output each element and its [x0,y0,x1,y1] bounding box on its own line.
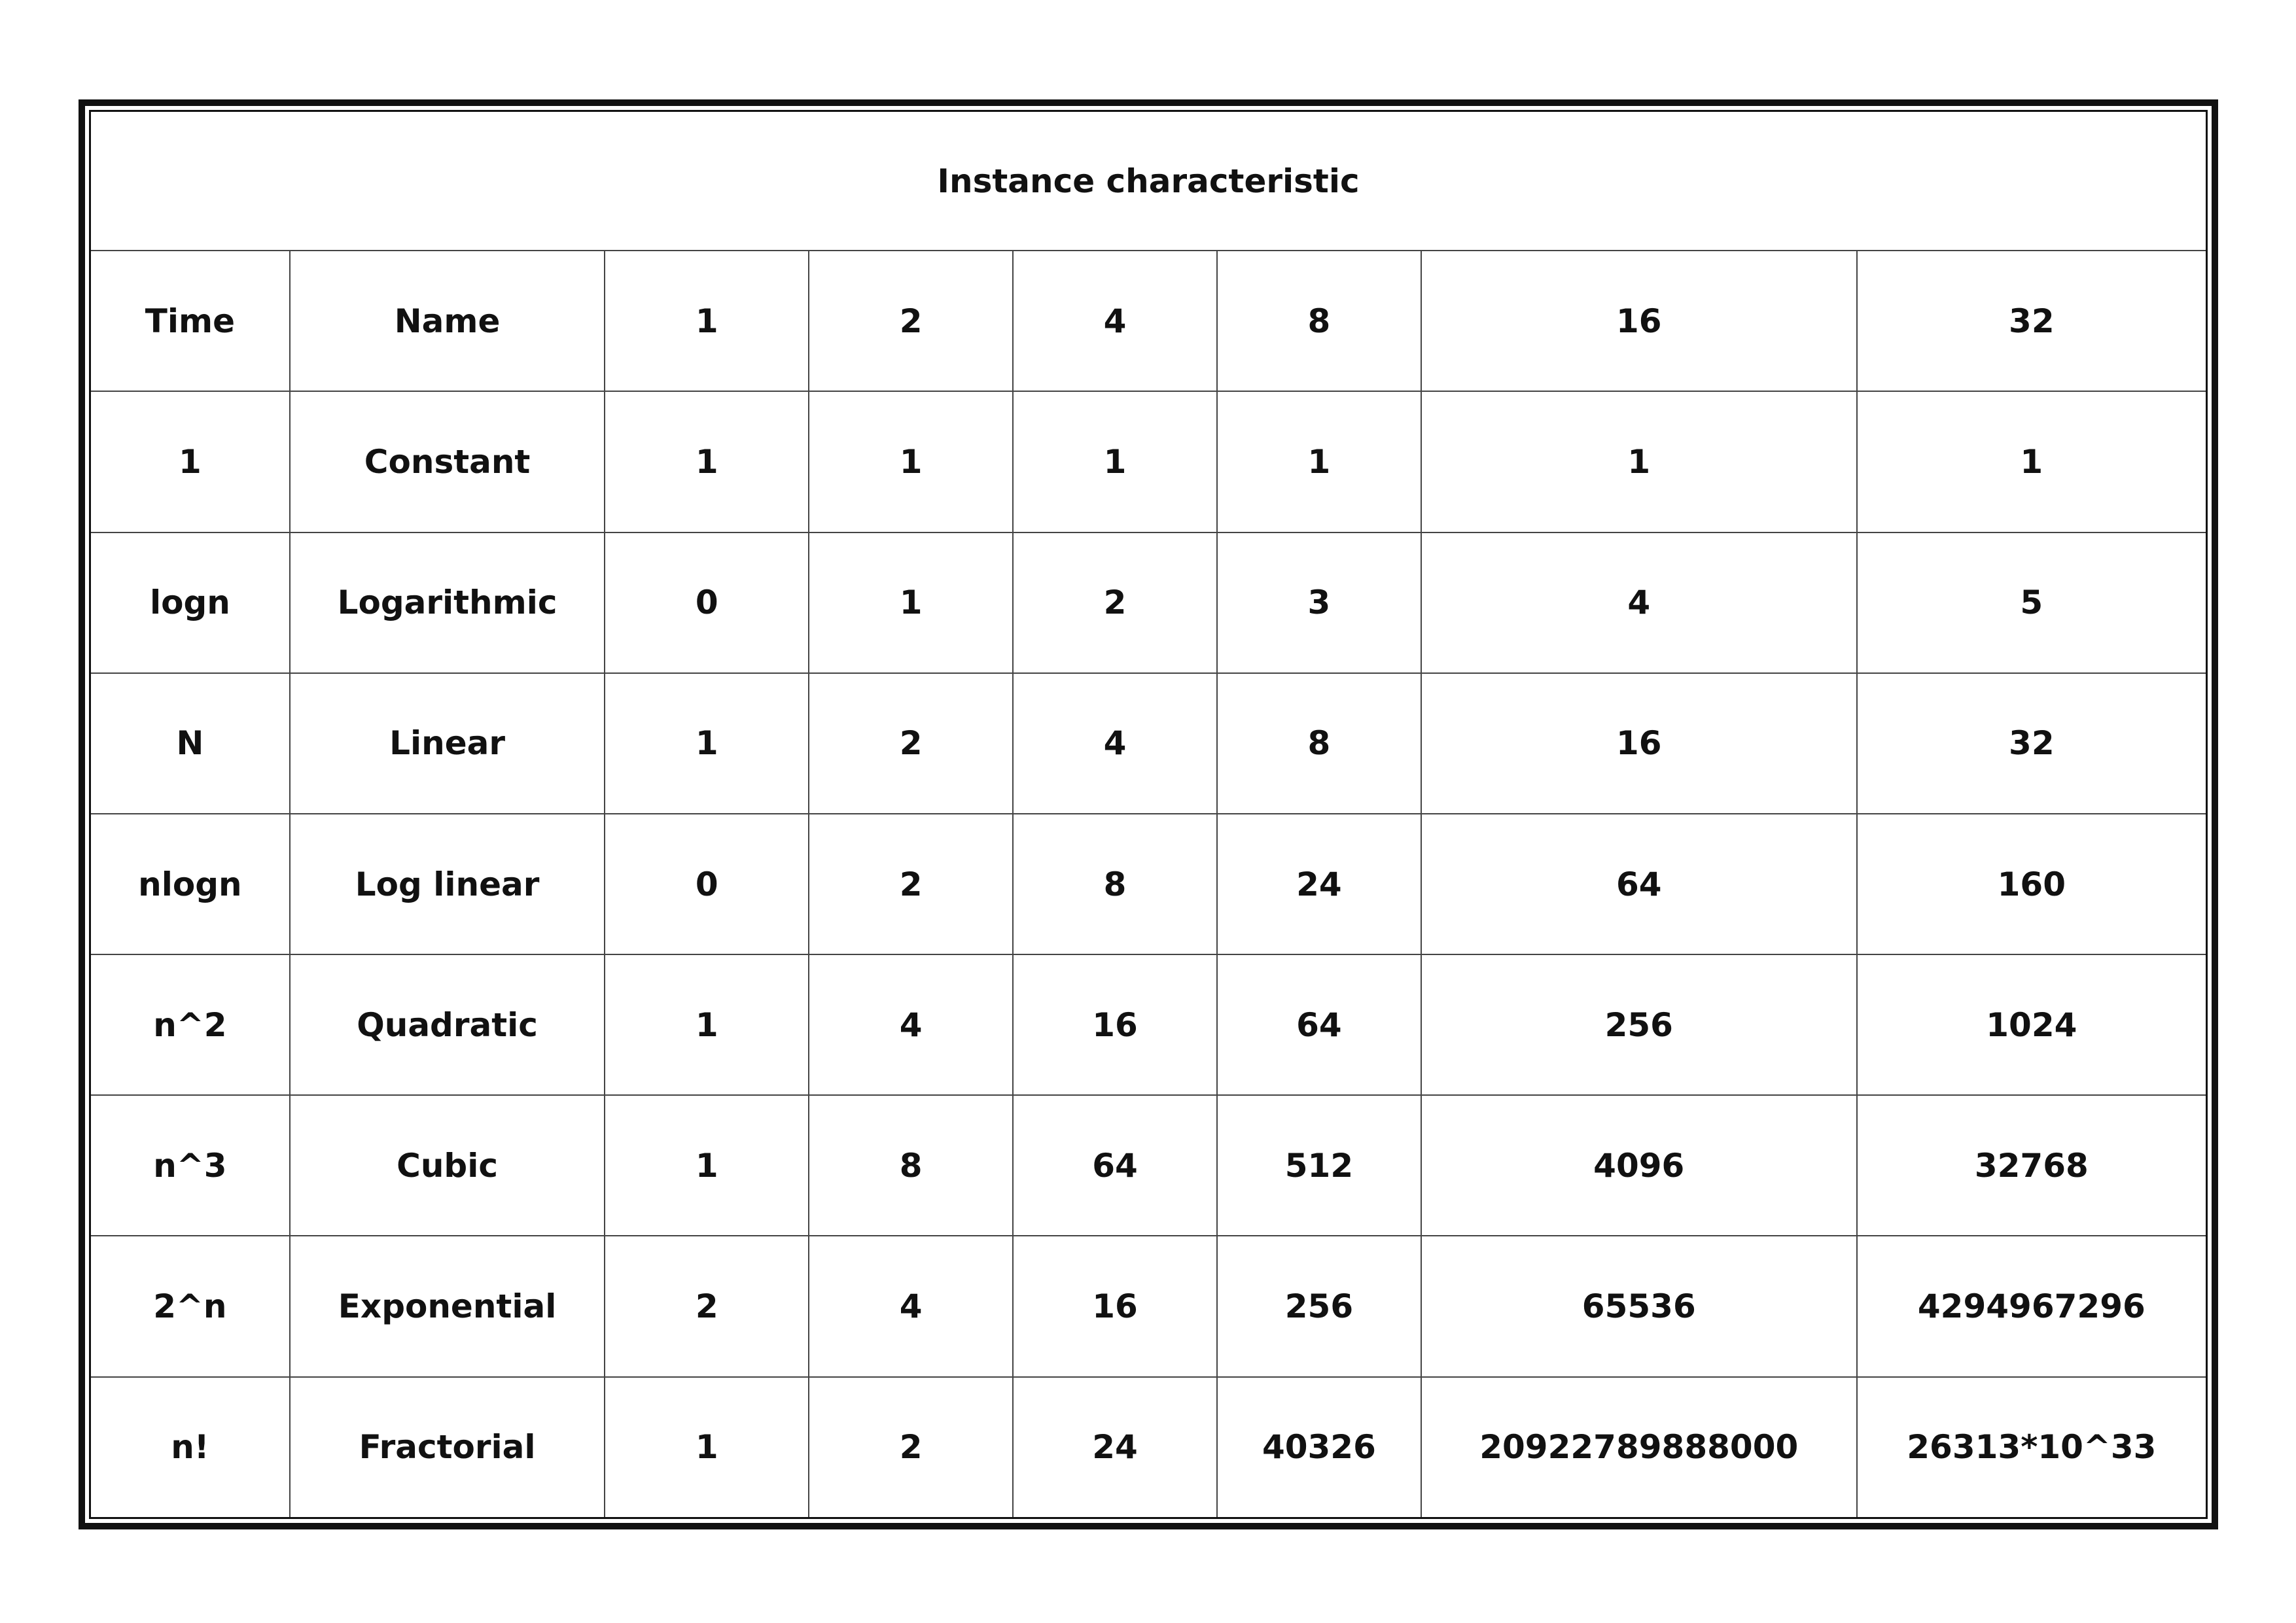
time-cell: nlogn [91,814,290,954]
header-cell: 2 [809,251,1013,391]
value-cell: 64 [1217,954,1421,1095]
header-cell: 1 [605,251,809,391]
header-cell: 16 [1421,251,1857,391]
value-cell: 26313*10^33 [1857,1377,2206,1517]
value-cell: 1 [1013,391,1217,532]
value-cell: 1024 [1857,954,2206,1095]
value-cell: 1 [605,954,809,1095]
value-cell: 2 [809,814,1013,954]
value-cell: 4294967296 [1857,1236,2206,1376]
value-cell: 2 [809,1377,1013,1517]
value-cell: 24 [1217,814,1421,954]
value-cell: 8 [1013,814,1217,954]
table-row [91,532,2206,673]
complexity-table [91,112,2206,1517]
value-cell: 256 [1421,954,1857,1095]
value-cell: 1 [1217,391,1421,532]
value-cell: 32 [1857,673,2206,814]
value-cell: 1 [1421,391,1857,532]
time-cell: 2^n [91,1236,290,1376]
table-row [91,1236,2206,1376]
value-cell: 64 [1421,814,1857,954]
value-cell: 4 [1421,532,1857,673]
value-cell: 160 [1857,814,2206,954]
value-cell: 65536 [1421,1236,1857,1376]
value-cell: 1 [605,1095,809,1236]
value-cell: 4 [809,1236,1013,1376]
value-cell: 16 [1013,1236,1217,1376]
value-cell: 1 [809,391,1013,532]
table-frame [79,99,2218,1529]
value-cell: 8 [1217,673,1421,814]
header-cell: Name [290,251,605,391]
name-cell: Fractorial [290,1377,605,1517]
header-cell: 32 [1857,251,2206,391]
time-cell: n^2 [91,954,290,1095]
time-cell: N [91,673,290,814]
value-cell: 32768 [1857,1095,2206,1236]
header-cell: Time [91,251,290,391]
value-cell: 2 [1013,532,1217,673]
name-cell: Linear [290,673,605,814]
value-cell: 256 [1217,1236,1421,1376]
value-cell: 1 [1857,391,2206,532]
name-cell: Logarithmic [290,532,605,673]
time-cell: n^3 [91,1095,290,1236]
value-cell: 5 [1857,532,2206,673]
value-cell: 3 [1217,532,1421,673]
value-cell: 4096 [1421,1095,1857,1236]
table-title: Instance characteristic [91,112,2206,251]
name-cell: Quadratic [290,954,605,1095]
value-cell: 64 [1013,1095,1217,1236]
value-cell: 1 [605,391,809,532]
time-cell: 1 [91,391,290,532]
value-cell: 4 [809,954,1013,1095]
value-cell: 4 [1013,673,1217,814]
value-cell: 1 [605,1377,809,1517]
name-cell: Cubic [290,1095,605,1236]
value-cell: 40326 [1217,1377,1421,1517]
value-cell: 0 [605,814,809,954]
value-cell: 16 [1013,954,1217,1095]
value-cell: 20922789888000 [1421,1377,1857,1517]
value-cell: 1 [809,532,1013,673]
table-row [91,954,2206,1095]
header-cell: 4 [1013,251,1217,391]
header-cell: 8 [1217,251,1421,391]
table-row [91,1095,2206,1236]
name-cell: Log linear [290,814,605,954]
name-cell: Constant [290,391,605,532]
value-cell: 24 [1013,1377,1217,1517]
value-cell: 2 [809,673,1013,814]
table-row [91,814,2206,954]
name-cell: Exponential [290,1236,605,1376]
time-cell: logn [91,532,290,673]
value-cell: 512 [1217,1095,1421,1236]
table-inner-border [89,110,2208,1519]
table-header-row [91,251,2206,391]
table-title-row [91,112,2206,251]
value-cell: 2 [605,1236,809,1376]
table-row [91,391,2206,532]
value-cell: 16 [1421,673,1857,814]
table-row [91,1377,2206,1517]
value-cell: 8 [809,1095,1013,1236]
table-row [91,673,2206,814]
value-cell: 0 [605,532,809,673]
value-cell: 1 [605,673,809,814]
time-cell: n! [91,1377,290,1517]
